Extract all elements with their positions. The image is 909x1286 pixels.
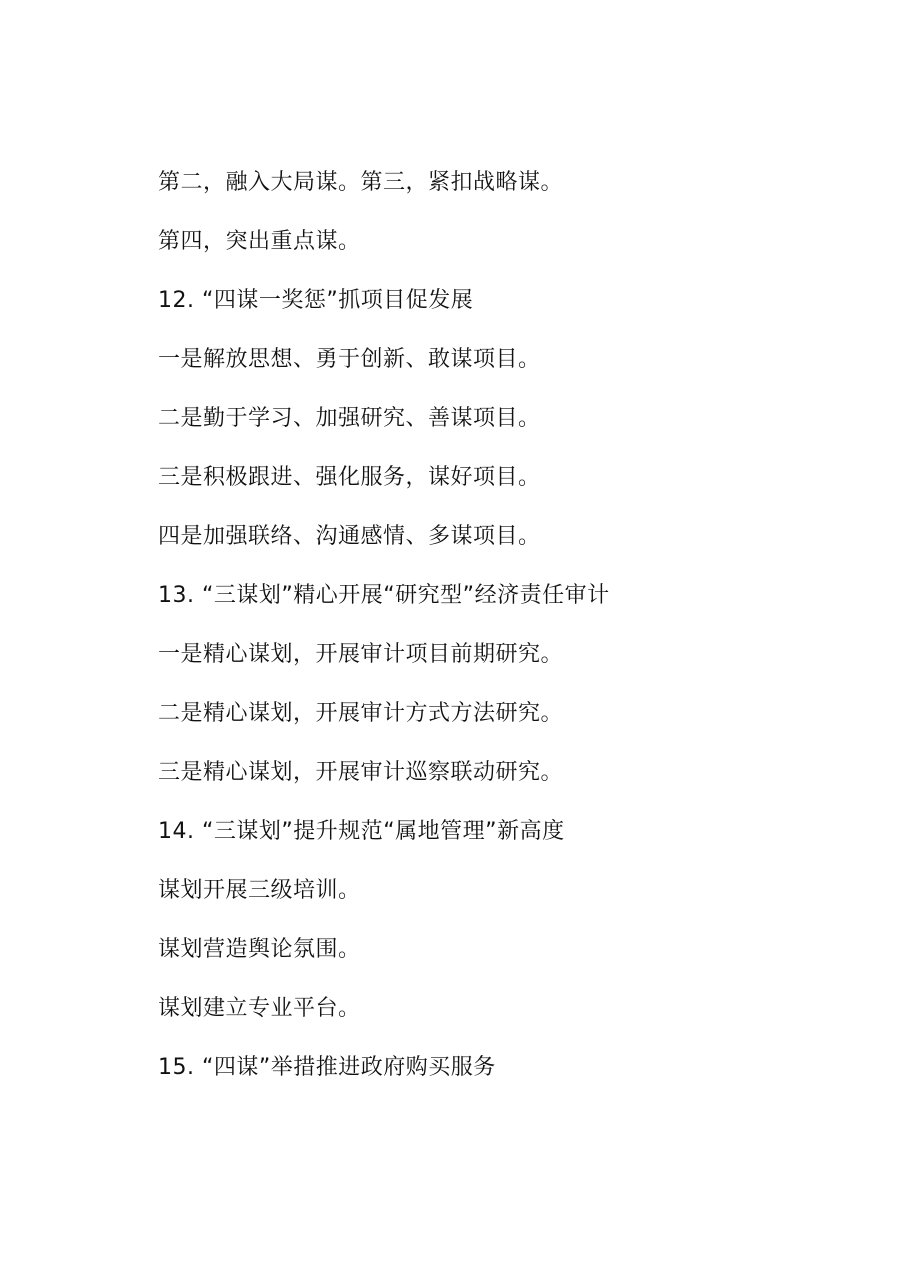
text-line: 谋划建立专业平台。 — [158, 996, 361, 1021]
text-line: 四是加强联络、沟通感情、多谋项目。 — [158, 524, 541, 549]
text-line: 第四，突出重点谋。 — [158, 229, 361, 254]
text-line: 第二，融入大局谋。第三，紧扣战略谋。 — [158, 170, 564, 195]
section-heading: 14. “三谋划”提升规范“属地管理”新高度 — [158, 819, 565, 844]
text-line: 谋划开展三级培训。 — [158, 878, 361, 903]
text-line: 一是解放思想、勇于创新、敢谋项目。 — [158, 347, 541, 372]
text-line: 三是积极跟进、强化服务，谋好项目。 — [158, 465, 541, 490]
section-heading: 15. “四谋”举措推进政府购买服务 — [158, 1055, 496, 1080]
text-line: 一是精心谋划，开展审计项目前期研究。 — [158, 642, 564, 667]
text-line: 二是勤于学习、加强研究、善谋项目。 — [158, 406, 541, 431]
document-body — [158, 166, 610, 1110]
section-heading: 12. “四谋一奖惩”抓项目促发展 — [158, 288, 474, 313]
section-heading: 13. “三谋划”精心开展“研究型”经济责任审计 — [158, 583, 610, 608]
text-line: 二是精心谋划，开展审计方式方法研究。 — [158, 701, 564, 726]
text-line: 三是精心谋划，开展审计巡察联动研究。 — [158, 760, 564, 785]
text-line: 谋划营造舆论氛围。 — [158, 937, 361, 962]
